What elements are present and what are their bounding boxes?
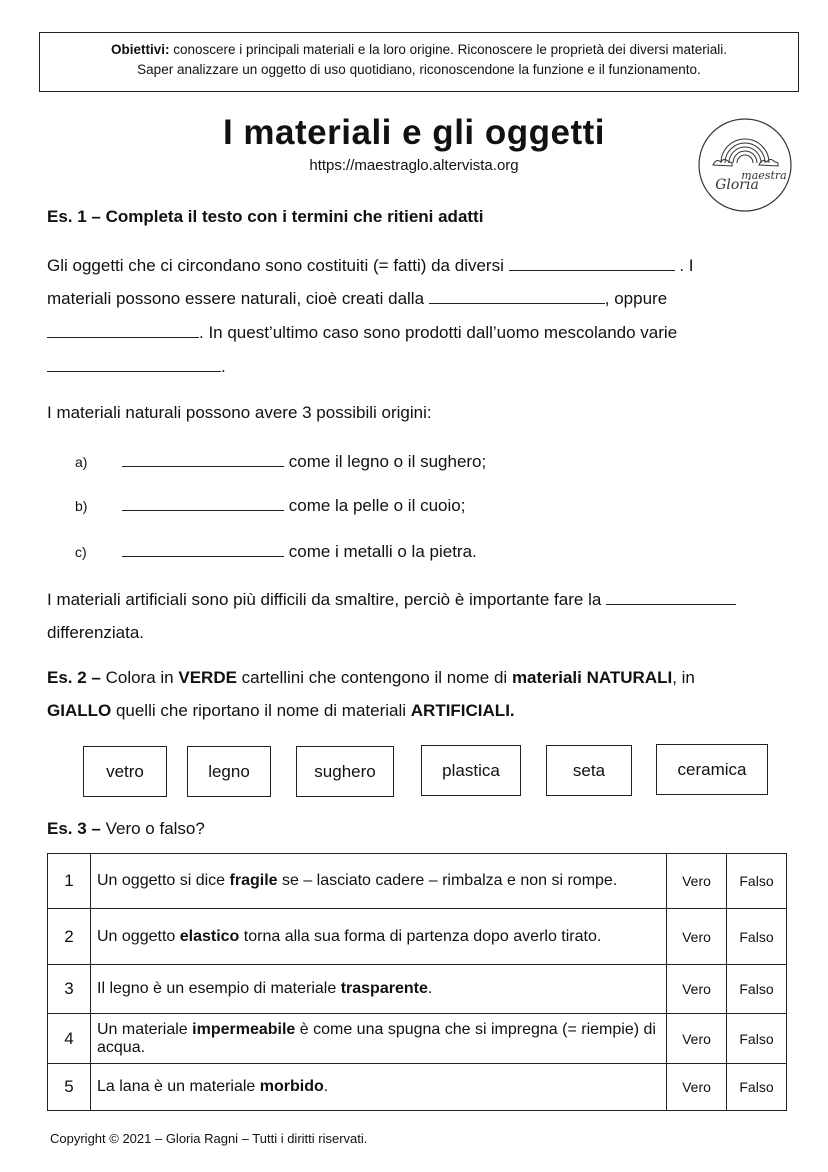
es2-head: Es. 2 –: [47, 668, 101, 687]
option-a-text: come il legno o il sughero;: [288, 452, 487, 471]
statement-text: è come una spugna che si impregna (= riempie) di acqua.: [97, 1020, 656, 1056]
statement-text: Un oggetto: [97, 927, 180, 945]
es1-line3: [47, 323, 677, 343]
es3-heading: [47, 819, 205, 839]
card-vetro[interactable]: vetro: [83, 746, 167, 797]
option-a-label: a): [75, 454, 88, 470]
option-a: [75, 452, 486, 472]
vero-option[interactable]: Vero: [667, 1014, 727, 1064]
row-number: 4: [48, 1014, 91, 1064]
es3-head: Es. 3 –: [47, 819, 101, 838]
vero-option[interactable]: Vero: [667, 909, 727, 965]
table-row: [48, 909, 787, 965]
site-url: https://maestraglo.altervista.org: [309, 157, 519, 174]
objectives-line1: conoscere i principali materiali e la loro origine. Riconoscere le proprietà dei diversi materiali.: [173, 42, 728, 57]
statement-text: Un materiale: [97, 1020, 193, 1038]
option-c: [75, 542, 477, 562]
table-row: [48, 1014, 787, 1064]
objectives-label: Obiettivi:: [110, 42, 170, 57]
row-number: 3: [48, 965, 91, 1014]
es2-yellow: GIALLO: [47, 701, 112, 720]
row-number: 5: [48, 1064, 91, 1111]
es2-line2: [47, 701, 515, 721]
option-b-label: b): [75, 498, 88, 514]
falso-option[interactable]: Falso: [727, 1014, 787, 1064]
es3-text: Vero o falso?: [100, 819, 205, 838]
es1-line1: [47, 256, 694, 276]
es1-line4: [47, 357, 226, 377]
true-false-table: [47, 853, 787, 1111]
falso-option[interactable]: Falso: [727, 854, 787, 909]
logo-text-bottom: Gloria: [715, 177, 759, 193]
card-ceramica[interactable]: ceramica: [656, 744, 768, 795]
card-legno[interactable]: legno: [187, 746, 271, 797]
es2-text-3: , in: [672, 668, 695, 687]
page-title: I materiali e gli oggetti: [222, 113, 606, 152]
maestra-gloria-logo: [697, 117, 793, 213]
logo-text-top: maestra: [741, 169, 787, 182]
statement-text: Il legno è un esempio di materiale: [97, 980, 341, 997]
es1-line2: [47, 289, 667, 309]
es1-line5: [47, 590, 736, 610]
es2-text-2: cartellini che contengono il nome di: [236, 668, 512, 687]
statement-keyword: fragile: [229, 872, 278, 889]
statement-keyword: impermeabile: [192, 1020, 296, 1038]
falso-option[interactable]: Falso: [727, 965, 787, 1014]
option-c-label: c): [75, 544, 87, 560]
es2-text-1: Colora in: [100, 668, 179, 687]
statement: [91, 854, 667, 909]
statement: [91, 909, 667, 965]
option-b: [75, 496, 465, 516]
es2-text-4: quelli che riportano il nome di materiali: [111, 701, 411, 720]
es1-line1-end: . I: [679, 256, 694, 275]
row-number: 1: [48, 854, 91, 909]
statement-text: Un oggetto si dice: [97, 872, 230, 889]
statement: [91, 965, 667, 1014]
statement-text: .: [427, 980, 433, 997]
es1-line6: differenziata.: [47, 623, 145, 642]
statement-text: se – lasciato cadere – rimbalza e non si rompe.: [277, 872, 618, 889]
statement-text: torna alla sua forma di partenza dopo averlo tirato.: [239, 927, 602, 945]
blank-5[interactable]: [606, 590, 736, 605]
statement-keyword: morbido: [259, 1078, 324, 1095]
option-c-text: come i metalli o la pietra.: [288, 542, 477, 561]
es1-line5-text: I materiali artificiali sono più difficili da smaltire, perciò è importante fare la: [47, 590, 602, 609]
table-row: [48, 854, 787, 909]
es1-line1-text: Gli oggetti che ci circondano sono costituiti (= fatti) da diversi: [47, 256, 504, 275]
vero-option[interactable]: Vero: [667, 854, 727, 909]
blank-option-b[interactable]: [122, 496, 284, 511]
copyright: Copyright © 2021 – Gloria Ragni – Tutti i diritti riservati.: [50, 1131, 368, 1146]
es1-line2-end: , oppure: [604, 289, 668, 308]
es2-naturali: materiali NATURALI: [511, 668, 673, 687]
vero-option[interactable]: Vero: [667, 1064, 727, 1111]
blank-4[interactable]: [47, 357, 221, 372]
blank-3[interactable]: [47, 323, 199, 338]
blank-1[interactable]: [509, 256, 675, 271]
statement-text: .: [323, 1078, 329, 1095]
falso-option[interactable]: Falso: [727, 1064, 787, 1111]
blank-option-a[interactable]: [122, 452, 284, 467]
table-row: [48, 965, 787, 1014]
statement: [91, 1014, 667, 1064]
option-b-text: come la pelle o il cuoio;: [288, 496, 466, 515]
origins-intro: I materiali naturali possono avere 3 possibili origini:: [47, 403, 432, 422]
es1-line4-end: .: [221, 357, 226, 376]
objectives-box: [39, 32, 799, 92]
statement-text: La lana è un materiale: [97, 1078, 260, 1095]
objectives-line2: Saper analizzare un oggetto di uso quotidiano, riconoscendone la funzione e il funzionamento.: [137, 62, 701, 77]
statement-keyword: elastico: [179, 927, 240, 945]
falso-option[interactable]: Falso: [727, 909, 787, 965]
vero-option[interactable]: Vero: [667, 965, 727, 1014]
blank-option-c[interactable]: [122, 542, 284, 557]
es1-heading: Es. 1 – Completa il testo con i termini che ritieni adatti: [47, 207, 484, 226]
card-seta[interactable]: seta: [546, 745, 632, 796]
es1-line3-text: . In quest’ultimo caso sono prodotti dall’uomo mescolando varie: [199, 323, 678, 342]
es1-line2-text: materiali possono essere naturali, cioè creati dalla: [47, 289, 425, 308]
es2-green: VERDE: [178, 668, 237, 687]
es2-artificiali: ARTIFICIALI.: [410, 701, 515, 720]
statement: [91, 1064, 667, 1111]
statement-keyword: trasparente: [340, 980, 428, 997]
card-sughero[interactable]: sughero: [296, 746, 394, 797]
table-row: [48, 1064, 787, 1111]
row-number: 2: [48, 909, 91, 965]
blank-2[interactable]: [429, 289, 605, 304]
es2-line1: [47, 668, 695, 688]
card-plastica[interactable]: plastica: [421, 745, 521, 796]
